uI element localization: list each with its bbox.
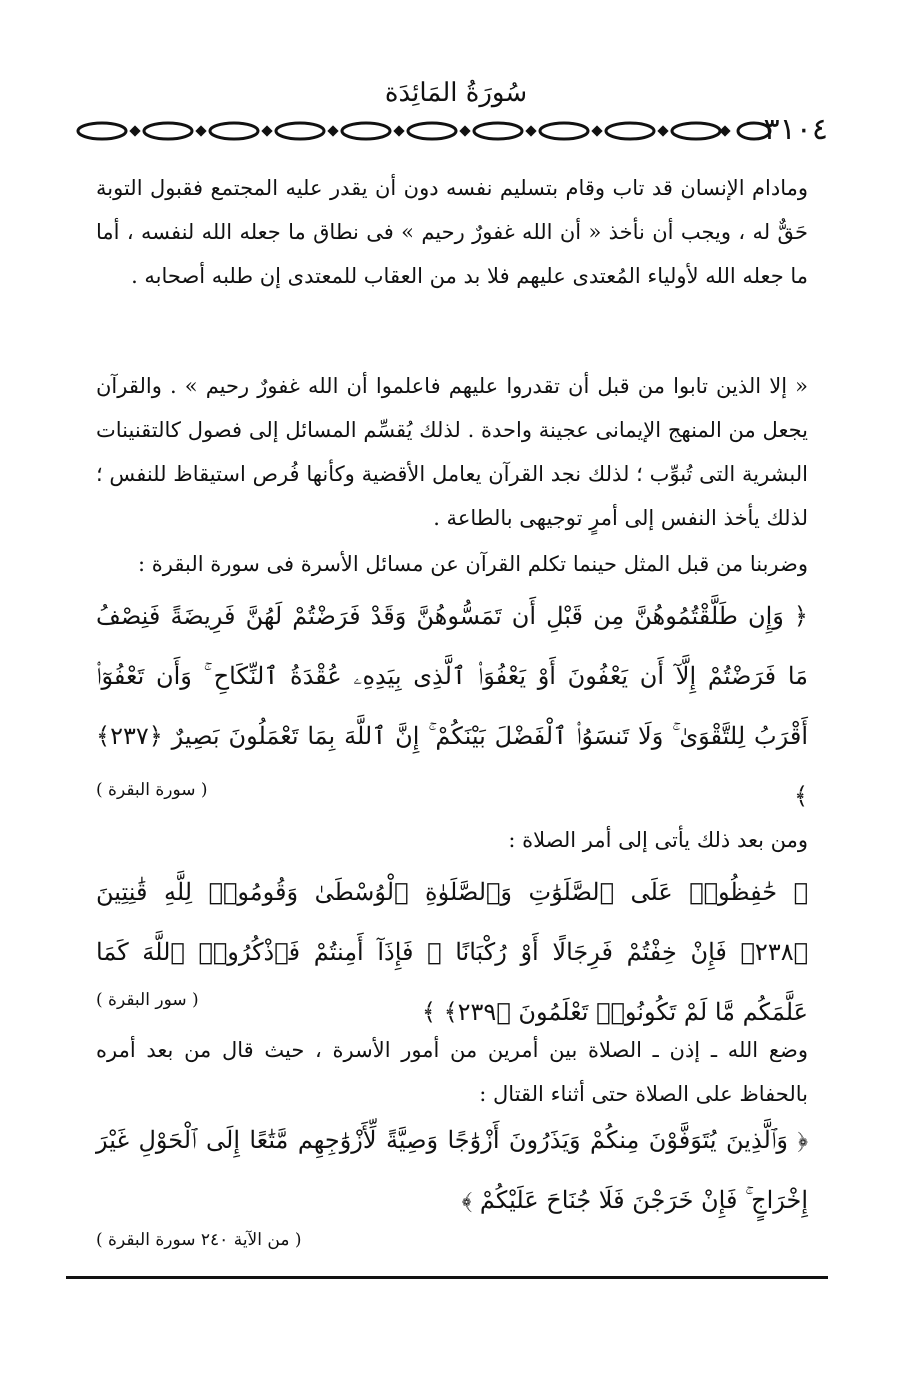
bottom-rule: [66, 1276, 828, 1279]
paragraph-5: وضع الله ـ إذن ـ الصلاة بين أمرين من أمور الأسرة ، حيث قال من بعد أمره بالحفاظ على الصلاة حتى أثناء القتال :: [96, 1038, 808, 1106]
quran-verse-1: ﴿ وَإِن طَلَّقْتُمُوهُنَّ مِن قَبْلِ أَن تَمَسُّوهُنَّ وَقَدْ فَرَضْتُمْ لَهُنَّ فَرِيضَةً فَنِصْفُ مَا فَرَضْتُمْ إِلَّآ أَن يَعْفُونَ أَوْ يَعْفُوَا۟ ٱلَّذِى بِيَدِهِۦ عُقْدَةُ ٱلنِّكَاحِ ۚ وَأَن تَعْفُوٓا۟ أَقْرَبُ لِلتَّقْوَىٰ ۚ وَلَا تَنسَوُا۟ ٱلْفَضْلَ بَيْنَكُمْ ۚ إِنَّ ٱللَّهَ بِمَا تَعْمَلُونَ بَصِيرٌ ﴿٢٣٧﴾ ﴾: [96, 602, 808, 810]
quran-verse-3: ﴿ وَٱلَّذِينَ يُتَوَفَّوْنَ مِنكُمْ وَيَذَرُونَ أَزْوَٰجًا وَصِيَّةً لِّأَزْوَٰجِهِم مَّتَٰعًا إِلَى ٱلْحَوْلِ غَيْرَ إِخْرَاجٍ ۚ فَإِنْ خَرَجْنَ فَلَا جُنَاحَ عَلَيْكُمْ ﴾: [96, 1126, 808, 1214]
surah-title: سُورَةُ المَائِدَة: [384, 78, 528, 108]
paragraph-3: وضربنا من قبل المثل حينما تكلم القرآن عن مسائل الأسرة فى سورة البقرة :: [138, 552, 808, 576]
verse-source-1: ( سورة البقرة ): [96, 780, 208, 800]
chain-ornament-divider: [74, 116, 774, 146]
paragraph-2: « إلا الذين تابوا من قبل أن تقدروا عليهم فاعلموا أن الله غفورٌ رحيم » . والقرآن يجعل من المنهج الإيمانى عجينة واحدة . لذلك يُقسِّم المسائل إلى فصول كالتقنينات البشرية التى تُبوِّب ؛ لذلك نجد القرآن يعامل الأقضية وكأنها فُرص استيقاظ للنفس ؛ لذلك يأخذ النفس إلى أمرٍ توجيهى بالطاعة .: [96, 374, 808, 530]
paragraph-1: ومادام الإنسان قد تاب وقام بتسليم نفسه دون أن يقدر عليه المجتمع فقبول التوبة حَقٌّ له ، ويجب أن نأخذ « أن الله غفورٌ رحيم » فى نطاق ما جعله الله لنفسه ، أما ما جعله الله لأولياء المُعتدى عليهم فلا بد من العقاب للمعتدى إن طلبه أصحابه .: [96, 176, 808, 288]
verse-source-2: ( سور البقرة ): [96, 990, 199, 1010]
paragraph-4: ومن بعد ذلك يأتى إلى أمر الصلاة :: [508, 828, 808, 852]
verse-source-3: ( من الآية ٢٤٠ سورة البقرة ): [96, 1230, 302, 1250]
page-number: ٣١٠٤: [763, 112, 828, 147]
quran-verse-2: ﴿ حَٰفِظُوا۟ عَلَى ٱلصَّلَوَٰتِ وَٱلصَّلَوٰةِ ٱلْوُسْطَىٰ وَقُومُوا۟ لِلَّهِ قَٰنِتِينَ ﴿٢٣٨﴾ فَإِنْ خِفْتُمْ فَرِجَالًا أَوْ رُكْبَانًا ۖ فَإِذَآ أَمِنتُمْ فَٱذْكُرُوا۟ ٱللَّهَ كَمَا عَلَّمَكُم مَّا لَمْ تَكُونُوا۟ تَعْلَمُونَ ﴿٢٣٩﴾ ﴾: [96, 878, 808, 1026]
